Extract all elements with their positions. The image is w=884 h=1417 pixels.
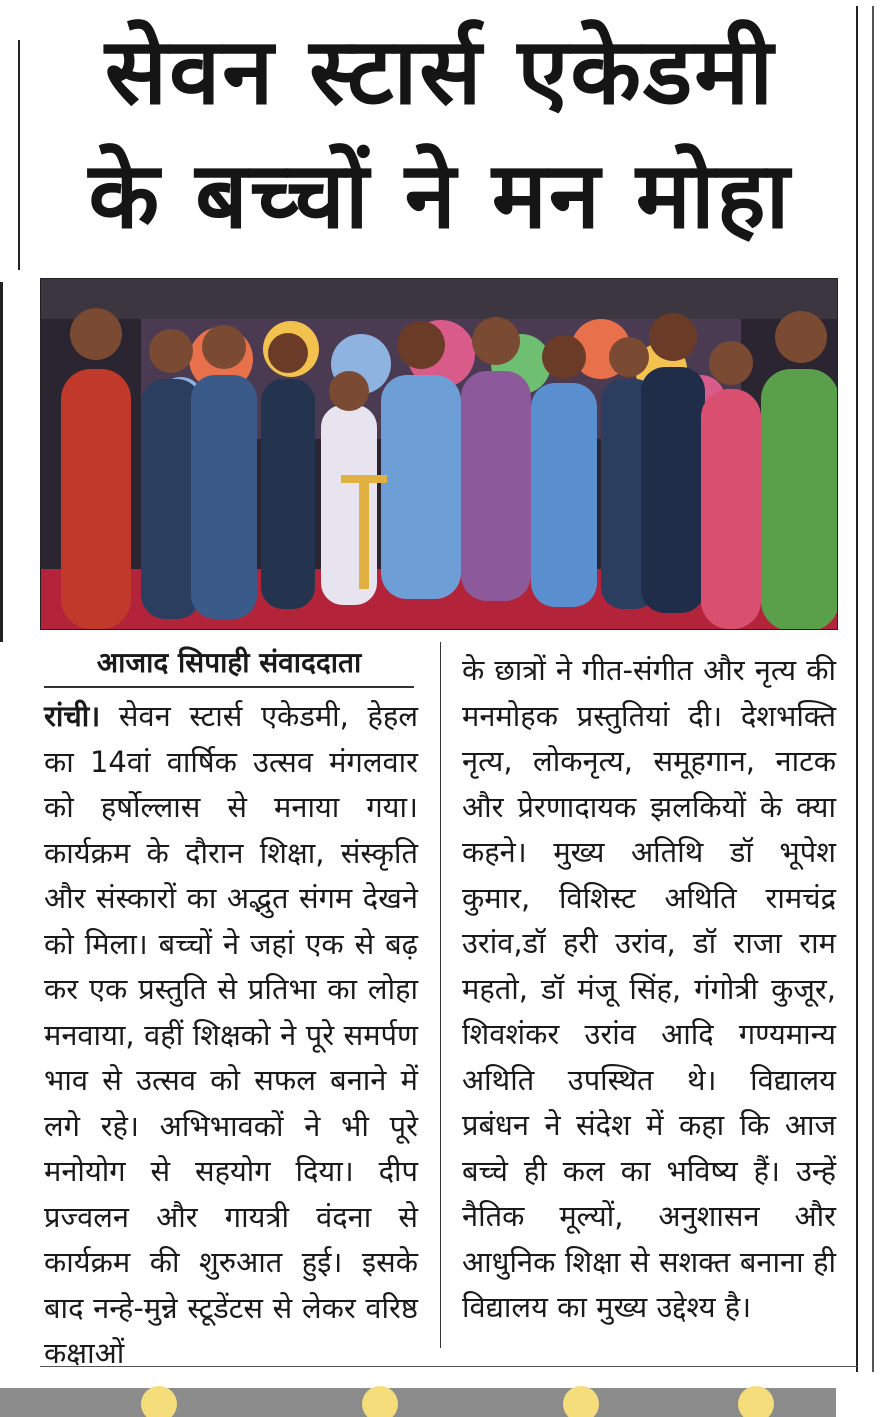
- column-divider: [440, 642, 441, 1348]
- article-column-right: [462, 648, 836, 1331]
- article-column-left: [44, 694, 418, 1377]
- left-edge-line-bottom: [0, 282, 3, 642]
- lamp-top: [341, 475, 387, 483]
- footer-dot-2: [362, 1386, 398, 1417]
- footer-strip: [0, 1388, 836, 1417]
- event-photo-illustration: [41, 279, 838, 630]
- dateline: रांची।: [44, 699, 101, 733]
- right-edge-line-inner: [872, 6, 874, 1372]
- event-photo: [40, 278, 838, 630]
- right-edge-line: [856, 6, 858, 1372]
- footer-dot-3: [563, 1386, 599, 1417]
- footer-dot-1: [141, 1386, 177, 1417]
- left-edge-line-top: [18, 40, 20, 270]
- headline-line-2: के बच्चों ने मन मोहा: [88, 142, 792, 249]
- lamp-stand: [359, 479, 369, 589]
- article-text-left: सेवन स्टार्स एकेडमी, हेहल का 14वां वार्षिक उत्सव मंगलवार को हर्षोल्लास से मनाया गया। कार्यक्रम के दौरान शिक्षा, संस्कृति और संस्कारों का अद्भुत संगम देखने को मिला। बच्चों ने जहां एक से बढ़ कर एक प्रस्तुति से प्रतिभा का लोहा मनवाया, वहीं शिक्षको ने पूरे समर्पण भाव से उत्सव को सफल बनाने में लगे रहे। अभिभावकों ने भी पूरे मनोयोग से सहयोग दिया। दीप प्रज्वलन और गायत्री वंदना से कार्यक्रम की शुरुआत हुई। इसके बाद नन्हे-मुन्ने स्टूडेंटस से लेकर वरिष्ठ कक्षाओं: [44, 699, 418, 1370]
- footer-dot-4: [738, 1386, 774, 1417]
- article-text-right: के छात्रों ने गीत-संगीत और नृत्य की मनमोहक प्रस्तुतियां दी। देशभक्ति नृत्य, लोकनृत्य, समूहगान, नाटक और प्रेरणादायक झलकियों के क्या कहने। मुख्य अतिथि डॉ भूपेश कुमार, विशिस्ट अथिति रामचंद्र उरांव,डॉ हरी उरांव, डॉ राजा राम महतो, डॉ मंजू सिंह, गंगोत्री कुजूर, शिवशंकर उरांव आदि गण्यमान्य अथिति उपस्थित थे। विद्यालय प्रबंधन ने संदेश में कहा कि आज बच्चे ही कल का भविष्य हैं। उन्हें नैतिक मूल्यों, अनुशासन और आधुनिक शिक्षा से सशक्त बनाना ही विद्यालय का मुख्य उद्देश्य है।: [462, 653, 836, 1324]
- byline: आजाद सिपाही संवाददाता: [44, 646, 414, 688]
- headline-line-1: सेवन स्टार्स एकेडमी: [104, 18, 776, 125]
- article-paragraph-left: [44, 694, 418, 1377]
- headline: [40, 10, 840, 258]
